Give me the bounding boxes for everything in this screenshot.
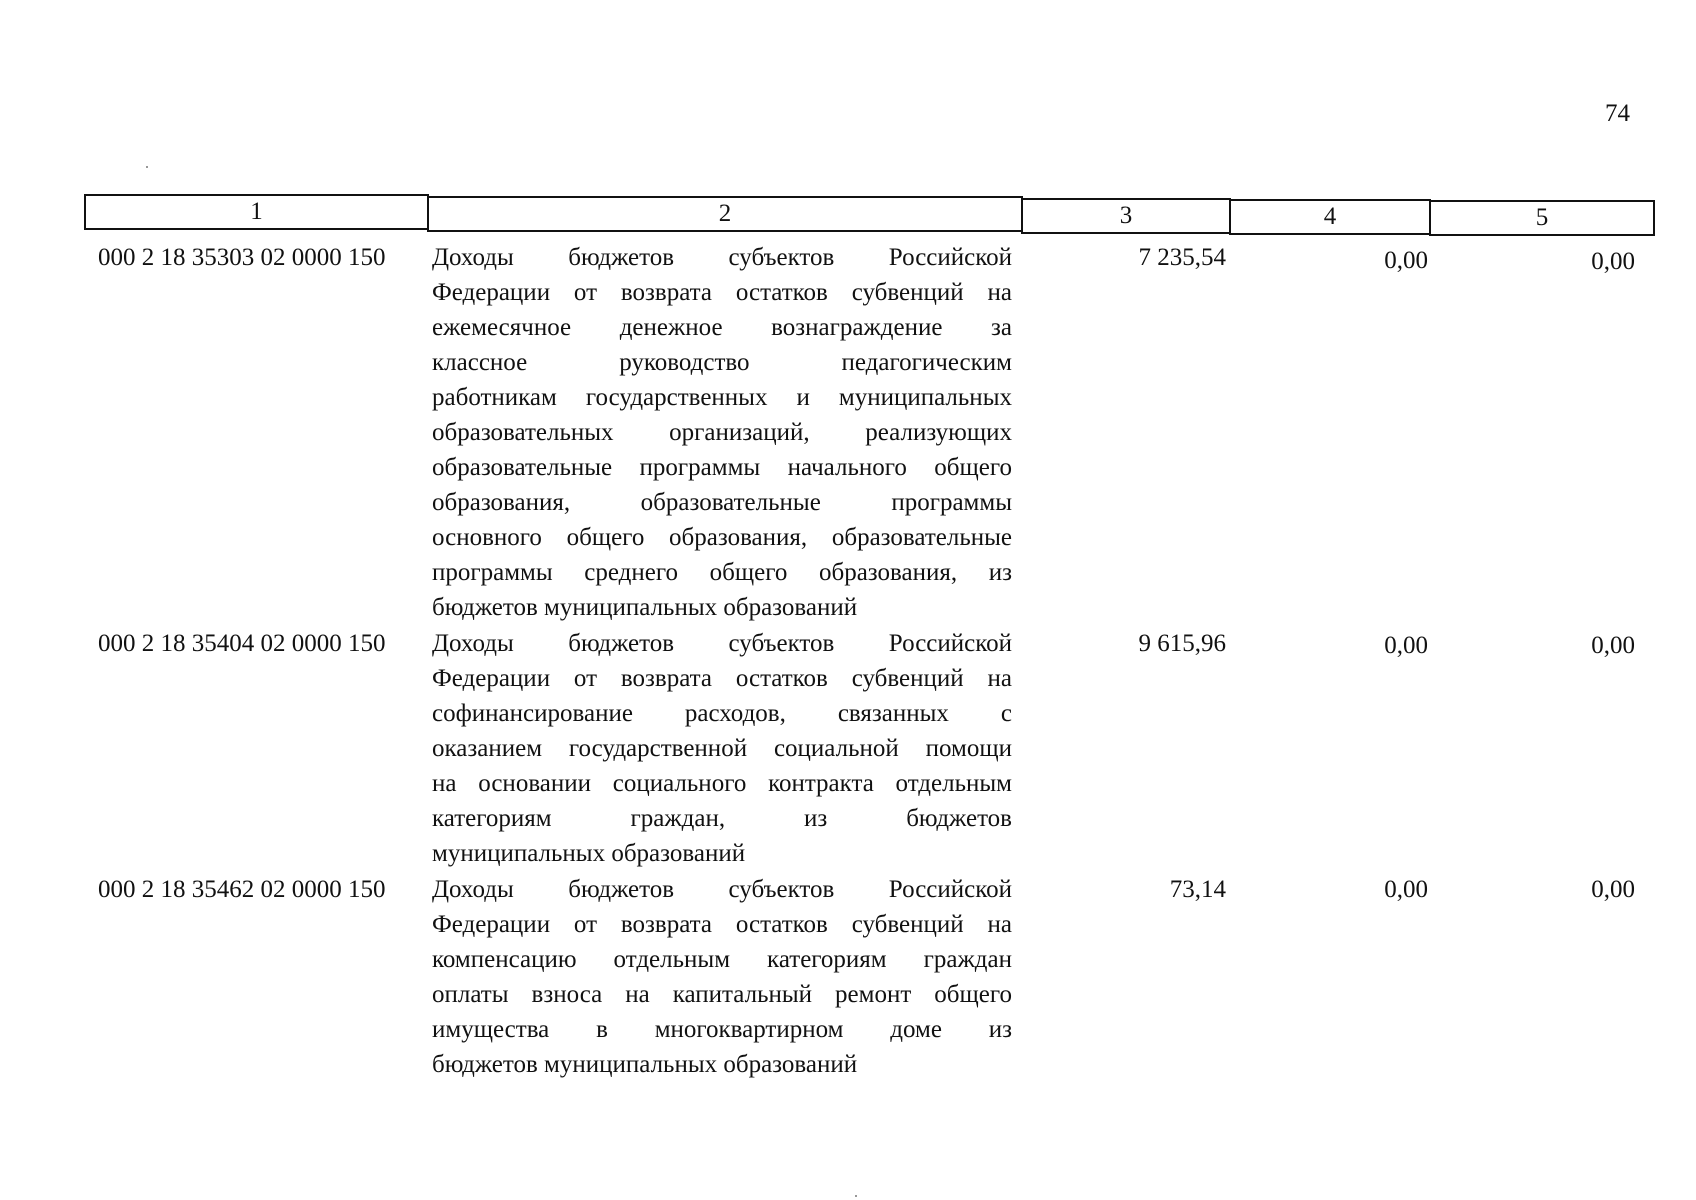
header-col-1: 1	[84, 194, 429, 230]
page-number: 74	[1605, 100, 1630, 127]
value-col-4: 0,00	[1384, 876, 1428, 903]
budget-code: 000 2 18 35404 02 0000 150	[98, 630, 386, 657]
row-description	[432, 240, 1012, 625]
description-line: компенсацию отдельным категориям граждан	[432, 946, 1012, 973]
description-line: работникам государственных и муниципальных	[432, 384, 1012, 411]
value-col-3: 73,14	[1169, 876, 1226, 903]
scan-speck	[146, 166, 148, 168]
header-col-3: 3	[1021, 198, 1231, 234]
value-col-5: 0,00	[1591, 876, 1635, 903]
row-description	[432, 872, 1012, 1082]
budget-code: 000 2 18 35303 02 0000 150	[98, 244, 386, 271]
description-line: Федерации от возврата остатков субвенций на	[432, 279, 1012, 306]
scan-speck	[855, 1195, 857, 1197]
header-col-4: 4	[1229, 199, 1431, 235]
header-col-5: 5	[1429, 200, 1655, 236]
value-col-5: 0,00	[1591, 248, 1635, 275]
description-line: образовательных организаций, реализующих	[432, 419, 1012, 446]
description-line: Доходы бюджетов субъектов Российской	[432, 244, 1012, 271]
value-col-5: 0,00	[1591, 632, 1635, 659]
description-line: основного общего образования, образовательные	[432, 524, 1012, 551]
description-line: на основании социального контракта отдельным	[432, 770, 1012, 797]
description-line: муниципальных образований	[432, 840, 746, 867]
description-line: Федерации от возврата остатков субвенций на	[432, 911, 1012, 938]
description-line: софинансирование расходов, связанных с	[432, 700, 1012, 727]
value-col-4: 0,00	[1384, 632, 1428, 659]
description-line: образовательные программы начального общего	[432, 454, 1012, 481]
description-line: ежемесячное денежное вознаграждение за	[432, 314, 1012, 341]
budget-code: 000 2 18 35462 02 0000 150	[98, 876, 386, 903]
description-line: имущества в многоквартирном доме из	[432, 1016, 1012, 1043]
description-line: оказанием государственной социальной помощи	[432, 735, 1012, 762]
description-line: Федерации от возврата остатков субвенций на	[432, 665, 1012, 692]
value-col-3: 9 615,96	[1138, 630, 1226, 657]
value-col-3: 7 235,54	[1138, 244, 1226, 271]
description-line: образования, образовательные программы	[432, 489, 1012, 516]
value-col-4: 0,00	[1384, 247, 1428, 274]
description-line: бюджетов муниципальных образований	[432, 1051, 858, 1078]
row-description	[432, 626, 1012, 871]
description-line: оплаты взноса на капитальный ремонт общего	[432, 981, 1012, 1008]
description-line: Доходы бюджетов субъектов Российской	[432, 630, 1012, 657]
description-line: программы среднего общего образования, из	[432, 559, 1012, 586]
description-line: Доходы бюджетов субъектов Российской	[432, 876, 1012, 903]
header-col-2: 2	[427, 196, 1023, 232]
description-line: классное руководство педагогическим	[432, 349, 1012, 376]
description-line: категориям граждан, из бюджетов	[432, 805, 1012, 832]
description-line: бюджетов муниципальных образований	[432, 594, 858, 621]
